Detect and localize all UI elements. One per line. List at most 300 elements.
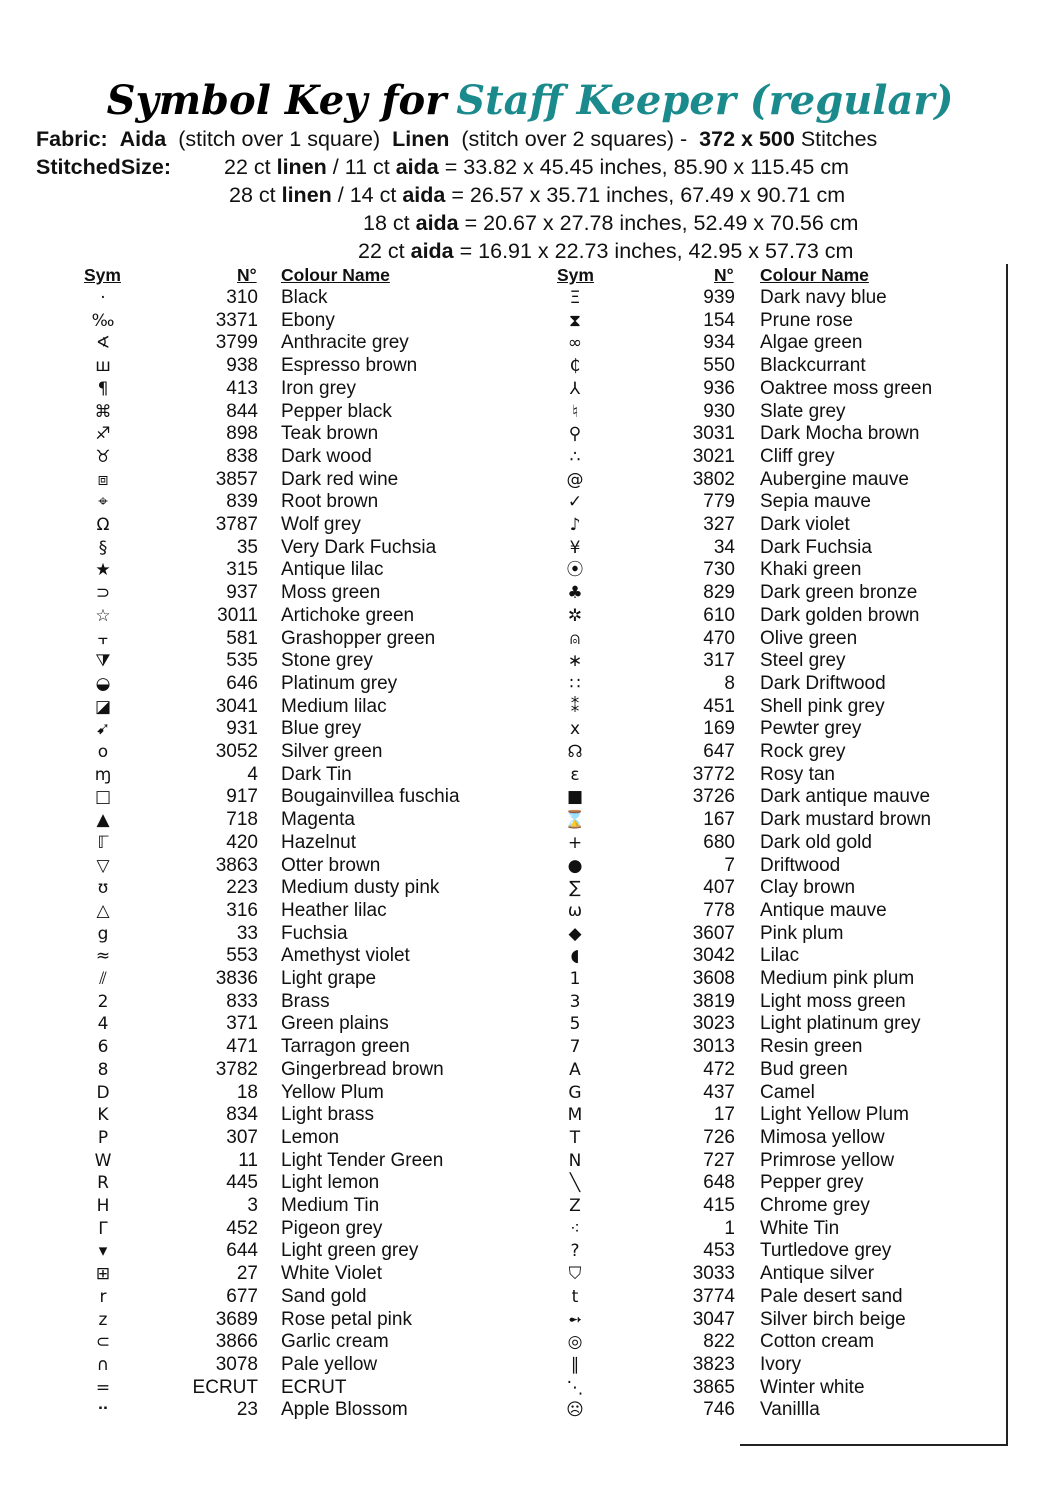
floss-number: 779 bbox=[703, 491, 735, 513]
stitch-symbol: ω bbox=[567, 900, 583, 921]
stitched-size-line-3 bbox=[363, 210, 858, 237]
header-number-right: N° bbox=[714, 265, 734, 285]
colour-name: Rosy tan bbox=[760, 763, 835, 785]
floss-number: 11 bbox=[238, 1149, 258, 1171]
colour-name: White Tin bbox=[760, 1217, 840, 1239]
floss-number: 730 bbox=[703, 559, 735, 581]
floss-number: 644 bbox=[226, 1240, 258, 1262]
header-colour-name-right: Colour Name bbox=[760, 265, 869, 285]
stitch-symbol: 8 bbox=[97, 1059, 109, 1080]
colour-name: Ebony bbox=[281, 309, 335, 331]
colour-name: Dark violet bbox=[760, 514, 850, 535]
stitch-symbol: ɱ bbox=[94, 764, 112, 785]
floss-number: 35 bbox=[236, 536, 258, 558]
stitch-symbol: Ξ bbox=[569, 288, 581, 308]
stitch-symbol: ▾ bbox=[98, 1241, 108, 1262]
fabric-label: Fabric: bbox=[36, 127, 108, 151]
stitch-symbol: + bbox=[567, 832, 583, 853]
stitch-symbol: ℾ bbox=[97, 832, 109, 853]
colour-name: ECRUT bbox=[281, 1376, 347, 1398]
colour-name: Rock grey bbox=[760, 741, 846, 762]
colour-name: Silver birch beige bbox=[760, 1308, 906, 1330]
colour-name: Hazelnut bbox=[281, 831, 356, 853]
colour-name: Blue grey bbox=[281, 718, 362, 740]
colour-name: Light Yellow Plum bbox=[760, 1104, 909, 1126]
colour-name: Brass bbox=[281, 990, 330, 1012]
colour-name: Rose petal pink bbox=[281, 1308, 412, 1330]
colour-name: Olive green bbox=[760, 627, 858, 649]
stitch-symbol: ∩ bbox=[96, 1354, 110, 1375]
stitch-symbol: D bbox=[96, 1082, 110, 1103]
colour-name: Light platinum grey bbox=[760, 1013, 921, 1035]
floss-number: 3608 bbox=[692, 968, 735, 989]
colour-name: Platinum grey bbox=[281, 672, 398, 694]
floss-number: 822 bbox=[703, 1331, 735, 1353]
colour-name: Tarragon green bbox=[281, 1036, 410, 1058]
stitched-size-label-text: StitchedSize: bbox=[36, 155, 171, 179]
colour-name: Dark wood bbox=[281, 445, 372, 467]
floss-number: 647 bbox=[703, 741, 735, 762]
colour-name: Yellow Plum bbox=[281, 1081, 384, 1103]
stitch-symbol: 3 bbox=[569, 991, 581, 1012]
floss-number: 610 bbox=[703, 604, 735, 626]
size-3-fabric: aida bbox=[415, 211, 459, 235]
stitch-symbol: ★ bbox=[95, 560, 111, 581]
colour-name: Wolf grey bbox=[281, 514, 361, 535]
colour-name: Pigeon grey bbox=[281, 1217, 383, 1239]
colour-name: Ivory bbox=[760, 1353, 802, 1375]
colour-name: Blackcurrant bbox=[760, 355, 866, 377]
size-2-dimensions: = 26.57 x 35.71 inches, 67.49 x 90.71 cm bbox=[451, 183, 846, 207]
colour-name: Dark Driftwood bbox=[760, 672, 886, 694]
stitch-symbol: ∑ bbox=[569, 878, 581, 899]
colour-name: Dark Fuchsia bbox=[760, 536, 872, 558]
stitch-symbol: · bbox=[100, 288, 106, 308]
floss-number: 3033 bbox=[692, 1263, 735, 1285]
colour-name: Khaki green bbox=[760, 559, 862, 581]
colour-name: Dark old gold bbox=[760, 831, 872, 853]
colour-name: Fuchsia bbox=[281, 922, 348, 944]
stitched-size-label bbox=[36, 154, 171, 181]
fabric-line bbox=[36, 126, 877, 153]
stitch-symbol: R bbox=[97, 1173, 109, 1194]
stitch-symbol: ⧗ bbox=[569, 310, 581, 331]
stitch-symbol: ¥ bbox=[569, 537, 581, 558]
floss-number: 413 bbox=[226, 377, 258, 399]
floss-number: 3031 bbox=[692, 423, 735, 445]
fabric-aida: Aida bbox=[119, 127, 167, 151]
floss-number: 415 bbox=[703, 1195, 735, 1216]
colour-name: Oaktree moss green bbox=[760, 377, 933, 399]
floss-number: 726 bbox=[703, 1126, 735, 1148]
floss-number: 838 bbox=[226, 445, 258, 467]
stitch-symbol: 6 bbox=[97, 1037, 109, 1058]
floss-number: 3021 bbox=[692, 445, 735, 467]
floss-number: 930 bbox=[703, 400, 735, 422]
size-2-mid: / 14 ct bbox=[337, 183, 397, 207]
floss-number: 834 bbox=[226, 1104, 258, 1126]
stitch-symbol: □ bbox=[94, 787, 112, 808]
floss-number: 445 bbox=[226, 1172, 258, 1194]
colour-name: Black bbox=[281, 287, 328, 308]
floss-number: 778 bbox=[703, 899, 735, 921]
floss-number: 4 bbox=[247, 763, 258, 785]
floss-number: 3823 bbox=[692, 1353, 735, 1375]
stitch-symbol: @ bbox=[566, 469, 584, 490]
stitch-symbol: ♣ bbox=[567, 583, 583, 604]
stitch-symbol: o bbox=[97, 742, 109, 762]
floss-number: 3042 bbox=[692, 945, 735, 967]
colour-name: Moss green bbox=[281, 582, 381, 604]
colour-name: Dark red wine bbox=[281, 468, 399, 490]
floss-number: 27 bbox=[236, 1263, 258, 1285]
stitch-symbol: z bbox=[98, 1309, 108, 1330]
colour-name: Light Tender Green bbox=[281, 1149, 444, 1171]
page-title bbox=[0, 74, 1060, 128]
colour-name: Algae green bbox=[760, 332, 863, 354]
title-pattern-name: Staff Keeper (regular) bbox=[456, 77, 954, 124]
floss-number: 677 bbox=[226, 1285, 258, 1307]
floss-number: 727 bbox=[703, 1149, 735, 1171]
floss-number: 167 bbox=[703, 809, 735, 831]
stitch-symbol: ⦿ bbox=[566, 560, 584, 581]
floss-number: 3607 bbox=[692, 922, 735, 944]
stitch-symbol: 7 bbox=[569, 1037, 581, 1058]
stitch-symbol: 5 bbox=[569, 1014, 581, 1035]
stitch-symbol: ⧈ bbox=[97, 469, 109, 490]
floss-number: 553 bbox=[226, 945, 258, 967]
stitch-symbol: ∞ bbox=[567, 333, 583, 354]
floss-number: 3052 bbox=[215, 741, 258, 762]
stitch-symbol: N bbox=[568, 1150, 582, 1171]
floss-number: 581 bbox=[226, 627, 258, 649]
stitch-symbol: ◪ bbox=[94, 696, 112, 717]
floss-number: 1 bbox=[724, 1217, 735, 1239]
floss-number: 646 bbox=[226, 672, 258, 694]
floss-number: 939 bbox=[703, 287, 735, 308]
floss-number: 718 bbox=[226, 809, 258, 831]
stitch-symbol: ⅄ bbox=[569, 378, 581, 399]
colour-name: Amethyst violet bbox=[281, 945, 410, 967]
fabric-stitches: 372 x 500 bbox=[699, 127, 795, 151]
floss-number: 3865 bbox=[692, 1376, 735, 1398]
colour-name: Dark Mocha brown bbox=[760, 423, 920, 445]
fabric-stitches-label: Stitches bbox=[800, 127, 878, 151]
fabric-linen: Linen bbox=[392, 127, 450, 151]
colour-name: Lilac bbox=[760, 945, 800, 967]
title-prefix: Symbol Key for bbox=[106, 77, 447, 124]
colour-name: Slate grey bbox=[760, 400, 846, 422]
colour-name: Anthracite grey bbox=[281, 332, 409, 354]
stitch-symbol: x bbox=[569, 719, 581, 740]
stitch-symbol: H bbox=[96, 1196, 110, 1216]
colour-name: Dark golden brown bbox=[760, 604, 920, 626]
floss-number: 18 bbox=[236, 1081, 258, 1103]
floss-number: 3782 bbox=[215, 1058, 258, 1080]
stitch-symbol: △ bbox=[96, 900, 110, 921]
stitch-symbol: ⛉ bbox=[568, 1264, 582, 1285]
colour-name: Driftwood bbox=[760, 854, 841, 876]
bottom-border-line bbox=[740, 1444, 1008, 1446]
stitch-symbol: ∗ bbox=[567, 651, 583, 672]
floss-number: 33 bbox=[236, 922, 258, 944]
floss-number: 317 bbox=[703, 650, 735, 672]
colour-name: White Violet bbox=[281, 1263, 383, 1285]
floss-number: 3819 bbox=[692, 990, 735, 1012]
stitch-symbol: K bbox=[97, 1105, 109, 1126]
colour-name: Antique lilac bbox=[281, 559, 384, 581]
floss-number: 17 bbox=[713, 1104, 735, 1126]
stitch-symbol: W bbox=[94, 1150, 112, 1171]
size-4-dimensions: = 16.91 x 22.73 inches, 42.95 x 57.73 cm bbox=[459, 239, 854, 263]
floss-number: 746 bbox=[703, 1399, 735, 1421]
stitch-symbol: A bbox=[569, 1059, 581, 1080]
colour-name: Iron grey bbox=[281, 377, 356, 399]
floss-number: 844 bbox=[226, 400, 258, 422]
size-3-count: 18 ct bbox=[363, 211, 410, 235]
floss-number: 934 bbox=[703, 332, 735, 354]
colour-name: Dark green bronze bbox=[760, 582, 918, 604]
stitch-symbol: Ω bbox=[96, 515, 110, 535]
floss-number: 453 bbox=[703, 1240, 735, 1262]
header-sym-left: Sym bbox=[84, 265, 121, 285]
stitch-symbol: ➻ bbox=[567, 1309, 583, 1330]
stitch-symbol: ? bbox=[570, 1241, 580, 1262]
colour-name: Otter brown bbox=[281, 854, 381, 876]
floss-number: 316 bbox=[226, 899, 258, 921]
floss-number: 3013 bbox=[692, 1036, 735, 1058]
floss-number: 3023 bbox=[692, 1013, 735, 1035]
stitch-symbol: ♉ bbox=[95, 446, 111, 467]
floss-number: 470 bbox=[703, 627, 735, 649]
size-1-dimensions: = 33.82 x 45.45 inches, 85.90 x 115.45 cm bbox=[444, 155, 849, 179]
floss-number: 3371 bbox=[215, 309, 258, 331]
stitch-symbol: 2 bbox=[97, 991, 109, 1012]
size-4-count: 22 ct bbox=[358, 239, 405, 263]
colour-name: Chrome grey bbox=[760, 1195, 870, 1216]
size-1-mid: / 11 ct bbox=[332, 155, 390, 179]
floss-number: 471 bbox=[226, 1036, 258, 1058]
floss-number: 3078 bbox=[215, 1353, 258, 1375]
colour-name: Sand gold bbox=[281, 1285, 367, 1307]
stitch-symbol: ♐ bbox=[95, 424, 111, 445]
floss-number: 407 bbox=[703, 877, 735, 899]
colour-name: Dark mustard brown bbox=[760, 809, 932, 831]
colour-name: Heather lilac bbox=[281, 899, 387, 921]
stitch-symbol: ✲ bbox=[567, 605, 583, 626]
floss-number: 938 bbox=[226, 355, 258, 377]
stitch-symbol: ⫟ bbox=[97, 628, 109, 649]
stitch-symbol: ⌘ bbox=[94, 401, 112, 422]
colour-name: Artichoke green bbox=[281, 604, 415, 626]
stitch-symbol: ≈ bbox=[95, 946, 111, 967]
floss-number: 3802 bbox=[692, 468, 735, 490]
colour-name: Primrose yellow bbox=[760, 1149, 895, 1171]
floss-number: 936 bbox=[703, 377, 735, 399]
floss-number: 8 bbox=[724, 672, 735, 694]
stitch-symbol: 4 bbox=[97, 1014, 109, 1035]
size-2-fabric-b: aida bbox=[402, 183, 446, 207]
stitch-symbol: ∴ bbox=[569, 446, 581, 467]
floss-number: 315 bbox=[226, 559, 258, 581]
colour-name: Grashopper green bbox=[281, 627, 436, 649]
floss-number: 3689 bbox=[215, 1308, 258, 1330]
colour-name: Pale desert sand bbox=[760, 1285, 903, 1307]
colour-name: Medium lilac bbox=[281, 695, 387, 717]
floss-number: 3 bbox=[247, 1195, 258, 1216]
colour-name: Dark navy blue bbox=[760, 287, 887, 308]
header-number-left: N° bbox=[237, 265, 257, 285]
floss-number: 3787 bbox=[215, 514, 258, 535]
stitch-symbol: ‰ bbox=[91, 310, 115, 331]
colour-name: Mimosa yellow bbox=[760, 1126, 885, 1148]
stitch-symbol: ╲ bbox=[569, 1173, 581, 1194]
floss-number: 307 bbox=[226, 1126, 258, 1148]
floss-number: 898 bbox=[226, 423, 258, 445]
stitched-size-line-2 bbox=[229, 182, 845, 209]
colour-name: Dark Tin bbox=[281, 763, 352, 785]
size-2-fabric-a: linen bbox=[281, 183, 332, 207]
stitch-symbol: ⧩ bbox=[95, 651, 111, 672]
floss-number: 223 bbox=[226, 877, 258, 899]
stitch-symbol: ∷ bbox=[569, 673, 581, 694]
floss-number: 154 bbox=[703, 309, 735, 331]
colour-name: Light moss green bbox=[760, 990, 906, 1012]
floss-number: 3836 bbox=[215, 968, 258, 989]
colour-name: Cotton cream bbox=[760, 1331, 875, 1353]
colour-name: Medium Tin bbox=[281, 1195, 380, 1216]
floss-number: 3799 bbox=[215, 332, 258, 354]
stitch-symbol: ⊃ bbox=[95, 583, 111, 604]
stitch-symbol: ε bbox=[570, 764, 580, 785]
header-sym-right: Sym bbox=[557, 265, 594, 285]
stitch-symbol: ◎ bbox=[567, 1332, 583, 1353]
stitch-symbol: ☆ bbox=[95, 605, 111, 626]
colour-name: Light lemon bbox=[281, 1172, 380, 1194]
stitch-symbol: § bbox=[98, 537, 108, 558]
stitch-symbol: ▽ bbox=[96, 855, 110, 876]
stitch-symbol: ¶ bbox=[97, 378, 109, 399]
floss-number: 3047 bbox=[692, 1308, 735, 1330]
colour-name: Aubergine mauve bbox=[760, 468, 909, 490]
floss-number: 371 bbox=[226, 1013, 258, 1035]
colour-name: Light grape bbox=[281, 968, 377, 989]
colour-name: Bougainvillea fuschia bbox=[281, 786, 460, 808]
floss-number: 680 bbox=[703, 831, 735, 853]
colour-name: Dark antique mauve bbox=[760, 786, 931, 808]
stitch-symbol: G bbox=[568, 1082, 582, 1103]
floss-number: 3863 bbox=[215, 854, 258, 876]
colour-name: Stone grey bbox=[281, 650, 373, 672]
colour-name: Garlic cream bbox=[281, 1331, 389, 1353]
colour-name: Camel bbox=[760, 1081, 815, 1103]
floss-number: 917 bbox=[226, 786, 258, 808]
colour-name: Espresso brown bbox=[281, 355, 418, 377]
floss-number: 3011 bbox=[217, 604, 258, 626]
fabric-aida-desc: (stitch over 1 square) bbox=[178, 127, 381, 151]
floss-number: 648 bbox=[703, 1172, 735, 1194]
stitch-symbol: = bbox=[95, 1377, 111, 1398]
colour-name: Pepper grey bbox=[760, 1172, 864, 1194]
stitch-symbol: ⁑ bbox=[570, 696, 580, 717]
floss-number: 931 bbox=[226, 718, 258, 740]
floss-number: 839 bbox=[226, 491, 258, 513]
stitch-symbol: Γ bbox=[98, 1218, 108, 1239]
size-4-fabric: aida bbox=[410, 239, 454, 263]
floss-number: 3857 bbox=[215, 468, 258, 490]
stitch-symbol: ⋱ bbox=[566, 1377, 584, 1398]
floss-number: 437 bbox=[703, 1081, 735, 1103]
stitch-symbol: ⌛ bbox=[564, 810, 586, 831]
stitch-symbol: ☊ bbox=[567, 742, 583, 762]
stitched-size-line-1 bbox=[224, 154, 849, 181]
colour-name: Light brass bbox=[281, 1104, 374, 1126]
stitch-symbol: ⁖ bbox=[570, 1218, 580, 1239]
colour-name: Vanillla bbox=[760, 1399, 820, 1421]
stitch-symbol: ▲ bbox=[96, 810, 110, 831]
header-colour-name-left: Colour Name bbox=[281, 265, 390, 285]
stitch-symbol: ₵ bbox=[569, 356, 581, 377]
colour-name: Green plains bbox=[281, 1013, 389, 1035]
floss-number: 3726 bbox=[692, 786, 735, 808]
stitch-symbol: ⊂ bbox=[95, 1332, 111, 1353]
stitch-symbol: ● bbox=[567, 855, 583, 876]
stitch-symbol: ʊ bbox=[97, 878, 109, 899]
floss-number: 310 bbox=[226, 287, 258, 308]
stitch-symbol: 1 bbox=[569, 969, 581, 989]
colour-name: Turtledove grey bbox=[760, 1240, 892, 1262]
floss-number: 451 bbox=[703, 695, 735, 717]
colour-name: Root brown bbox=[281, 491, 379, 513]
floss-number: 829 bbox=[703, 582, 735, 604]
fabric-linen-desc: (stitch over 2 squares) - bbox=[461, 127, 688, 151]
floss-number: 327 bbox=[703, 514, 735, 535]
colour-name: Shell pink grey bbox=[760, 695, 885, 717]
stitch-symbol: P bbox=[97, 1127, 109, 1148]
colour-name: Bud green bbox=[760, 1058, 848, 1080]
size-1-fabric-a: linen bbox=[276, 155, 327, 179]
size-1-count: 22 ct bbox=[224, 155, 271, 179]
stitch-symbol: ⌖ bbox=[98, 492, 108, 513]
stitch-symbol: t bbox=[571, 1286, 579, 1307]
colour-name: Sepia mauve bbox=[760, 491, 871, 513]
floss-number: 833 bbox=[226, 990, 258, 1012]
floss-number: 34 bbox=[713, 536, 735, 558]
stitch-symbol: ♮ bbox=[571, 401, 579, 422]
floss-number: 3772 bbox=[692, 763, 735, 785]
floss-number: 937 bbox=[226, 582, 258, 604]
floss-number: ECRUT bbox=[192, 1376, 258, 1398]
stitch-symbol: ∢ bbox=[95, 333, 111, 354]
floss-number: 3041 bbox=[215, 695, 258, 717]
stitch-symbol: ◆ bbox=[568, 923, 582, 944]
colour-name: Steel grey bbox=[760, 650, 846, 672]
colour-name: Medium pink plum bbox=[760, 968, 915, 989]
size-1-fabric-b: aida bbox=[395, 155, 439, 179]
colour-name: Pepper black bbox=[281, 400, 392, 422]
colour-name: Pale yellow bbox=[281, 1353, 378, 1375]
colour-name: Lemon bbox=[281, 1126, 340, 1148]
colour-name: Winter white bbox=[760, 1376, 865, 1398]
stitch-symbol: ◖ bbox=[570, 946, 580, 967]
floss-number: 472 bbox=[703, 1058, 735, 1080]
stitch-symbol: T bbox=[569, 1127, 581, 1148]
floss-number: 23 bbox=[236, 1399, 258, 1421]
floss-number: 7 bbox=[724, 854, 735, 876]
floss-number: 535 bbox=[226, 650, 258, 672]
colour-name: Pewter grey bbox=[760, 718, 862, 740]
stitch-symbol: ⫽ bbox=[99, 969, 107, 989]
